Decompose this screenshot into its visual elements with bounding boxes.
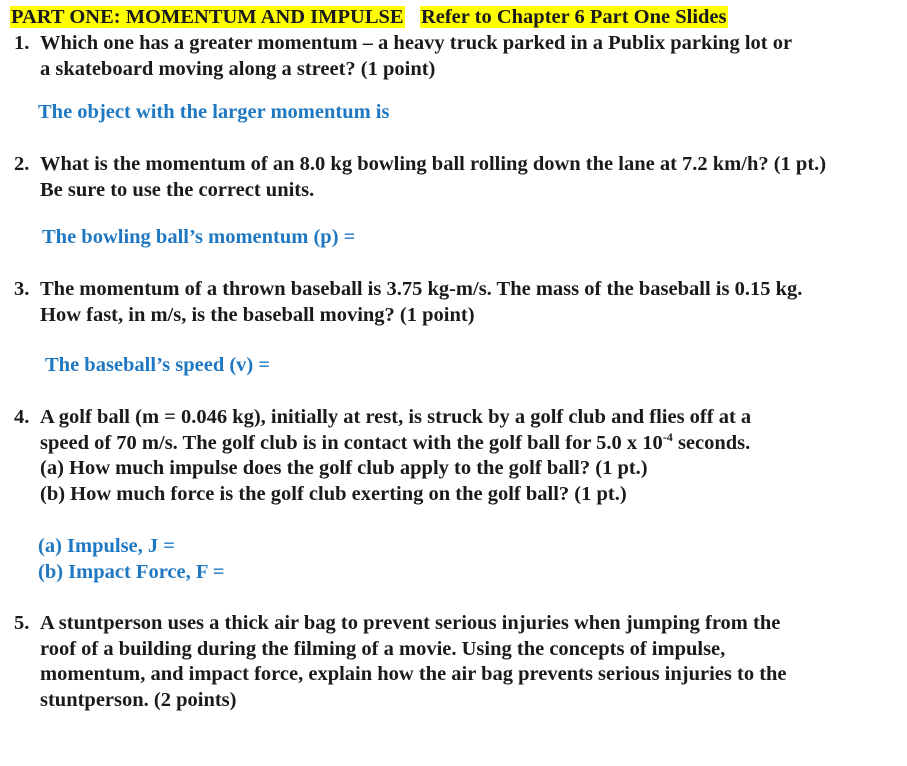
question-4-line-2 [14, 431, 751, 457]
header-subtitle: Refer to Chapter 6 Part One Slides [420, 6, 727, 28]
question-text: Which one has a greater momentum – a heavy truck parked in a Publix parking lot or [40, 32, 793, 54]
question-5-line-3: momentum, and impact force, explain how the air bag prevents serious injuries to the [40, 663, 787, 685]
question-number: 1. [14, 32, 30, 54]
question-text: What is the momentum of an 8.0 kg bowling ball rolling down the lane at 7.2 km/h? (1 pt.) [40, 153, 827, 175]
question-1-line-2: a skateboard moving along a street? (1 point) [40, 57, 436, 80]
answer-3-prompt[interactable]: The baseball’s speed (v) = [45, 354, 271, 376]
question-1-line-1 [14, 31, 792, 57]
question-5-line-1 [14, 611, 787, 637]
question-2-line-2: Be sure to use the correct units. [40, 178, 315, 201]
question-text: A stuntperson uses a thick air bag to prevent serious injuries when jumping from the [40, 612, 781, 634]
question-2-line-1 [14, 152, 826, 178]
question-3-line-2: How fast, in m/s, is the baseball moving? (1 point) [40, 303, 475, 326]
answer-4a-prompt[interactable]: (a) Impulse, J = [38, 535, 175, 557]
header-title: PART ONE: MOMENTUM AND IMPULSE [11, 6, 404, 28]
question-number: 2. [14, 153, 30, 175]
question-text: The momentum of a thrown baseball is 3.75 kg-m/s. The mass of the baseball is 0.15 kg. [40, 278, 803, 300]
question-5-line-2: roof of a building during the filming of a movie. Using the concepts of impulse, [40, 637, 726, 660]
question-4-line-4: (b) How much force is the golf club exerting on the golf ball? (1 pt.) [40, 482, 627, 505]
question-number: 3. [14, 278, 30, 300]
question-5-line-4: stuntperson. (2 points) [40, 688, 237, 711]
page-header [10, 5, 728, 29]
question-1 [14, 31, 792, 82]
question-4-line-3: (a) How much impulse does the golf club apply to the golf ball? (1 pt.) [40, 457, 648, 479]
answer-4-prompts [38, 534, 224, 585]
question-2 [14, 152, 826, 203]
question-number: 5. [14, 612, 30, 634]
question-4 [14, 405, 751, 507]
question-text: speed of 70 m/s. The golf club is in contact with the golf ball for 5.0 x 10 [40, 431, 663, 454]
answer-4b-prompt[interactable]: (b) Impact Force, F = [38, 560, 225, 583]
answer-1-prompt[interactable]: The object with the larger momentum is [38, 101, 390, 123]
question-number: 4. [14, 406, 30, 428]
question-3 [14, 277, 802, 328]
question-5 [14, 611, 787, 713]
question-text: seconds. [672, 431, 751, 454]
question-4-line-1 [14, 405, 751, 431]
exponent: -4 [662, 429, 673, 444]
answer-2-prompt[interactable]: The bowling ball’s momentum (p) = [42, 226, 356, 248]
question-3-line-1 [14, 277, 802, 303]
question-text: A golf ball (m = 0.046 kg), initially at rest, is struck by a golf club and flies off at a [40, 406, 752, 428]
